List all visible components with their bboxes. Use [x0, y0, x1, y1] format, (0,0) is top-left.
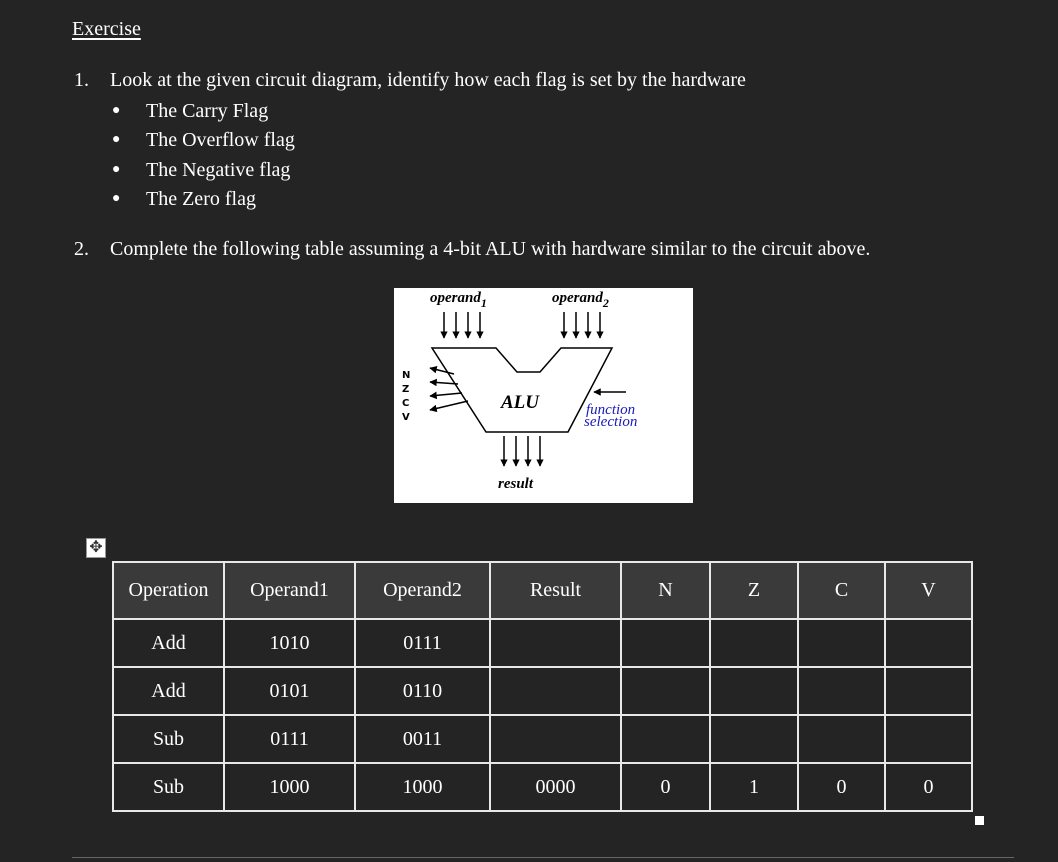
header-operand1[interactable]: Operand1 [224, 562, 355, 619]
table-cell[interactable]: 0110 [355, 667, 490, 715]
bullet-icon: ● [112, 103, 121, 118]
table-cell[interactable] [490, 619, 621, 667]
question-1-number: 1. [74, 69, 89, 91]
list-item: ● The Negative flag [112, 158, 291, 181]
table-header-row [113, 562, 972, 619]
table-row [113, 619, 972, 667]
table-cell[interactable] [621, 619, 710, 667]
alu-circuit-diagram [394, 288, 693, 503]
list-item: ● The Carry Flag [112, 100, 269, 122]
header-n[interactable]: N [621, 562, 710, 619]
header-result[interactable]: Result [490, 562, 621, 619]
table-cell[interactable]: 1010 [224, 619, 355, 667]
table-cell[interactable] [798, 715, 885, 763]
flag-v-label: V [402, 412, 410, 423]
alu-label: ALU [501, 392, 539, 413]
selection-label: selection [584, 414, 638, 430]
table-cell[interactable] [710, 715, 798, 763]
move-icon: ✥ [89, 539, 103, 556]
flag-n-label: N [402, 370, 411, 381]
header-operation[interactable]: Operation [113, 562, 224, 619]
question-1-text: Look at the given circuit diagram, identify how each flag is set by the hardware [110, 69, 746, 91]
exercise-table [112, 561, 973, 812]
header-z[interactable]: Z [710, 562, 798, 619]
question-2-number: 2. [74, 238, 89, 260]
table-move-handle[interactable] [86, 538, 106, 558]
operand1-label: operand$_1$ [430, 290, 487, 310]
list-item: ● The Zero flag [112, 187, 256, 210]
table-cell[interactable]: 0 [621, 763, 710, 811]
operand1-arrows [444, 312, 480, 338]
result-label: result [498, 476, 534, 492]
operand2-arrows [564, 312, 600, 338]
table-cell[interactable] [710, 619, 798, 667]
function-label: function [586, 402, 636, 418]
table-row [113, 763, 972, 811]
bullet-icon: ● [112, 161, 121, 177]
table-resize-handle[interactable] [975, 816, 984, 825]
table-cell[interactable]: 0111 [355, 619, 490, 667]
bullet-icon: ● [112, 190, 121, 206]
table-cell[interactable] [490, 667, 621, 715]
header-c[interactable]: C [798, 562, 885, 619]
table-cell[interactable] [885, 715, 972, 763]
table-cell[interactable] [710, 667, 798, 715]
table-cell[interactable]: 0 [885, 763, 972, 811]
table-cell[interactable]: 0011 [355, 715, 490, 763]
table-cell[interactable]: 1000 [224, 763, 355, 811]
result-arrows [504, 436, 540, 466]
table-cell[interactable]: Add [113, 619, 224, 667]
table-cell[interactable]: 0111 [224, 715, 355, 763]
table-cell[interactable]: 0101 [224, 667, 355, 715]
header-operand2[interactable]: Operand2 [355, 562, 490, 619]
table-cell[interactable]: Sub [113, 715, 224, 763]
table-cell[interactable] [885, 619, 972, 667]
table-cell[interactable] [490, 715, 621, 763]
table-cell[interactable]: 1000 [355, 763, 490, 811]
list-item: ● The Overflow flag [112, 129, 295, 152]
alu-diagram-svg [394, 288, 693, 503]
table-cell[interactable]: 0000 [490, 763, 621, 811]
question-2-text: Complete the following table assuming a 4-bit ALU with hardware similar to the circuit above. [110, 238, 871, 260]
operand2-label: operand$_2$ [552, 290, 609, 310]
bullet-icon: ● [112, 132, 121, 148]
page-divider [72, 857, 1014, 858]
table-row [113, 715, 972, 763]
table-cell[interactable] [798, 619, 885, 667]
flag-c-label: C [402, 398, 410, 409]
flag-list [112, 98, 295, 215]
table-cell[interactable]: Sub [113, 763, 224, 811]
table-row [113, 667, 972, 715]
table-cell[interactable] [621, 667, 710, 715]
header-v[interactable]: V [885, 562, 972, 619]
flag-z-label: Z [402, 384, 410, 395]
table-cell[interactable] [798, 667, 885, 715]
table-cell[interactable] [621, 715, 710, 763]
table-cell[interactable] [885, 667, 972, 715]
table-cell[interactable]: 0 [798, 763, 885, 811]
exercise-heading: Exercise [72, 18, 141, 40]
table-cell[interactable]: Add [113, 667, 224, 715]
table-cell[interactable]: 1 [710, 763, 798, 811]
